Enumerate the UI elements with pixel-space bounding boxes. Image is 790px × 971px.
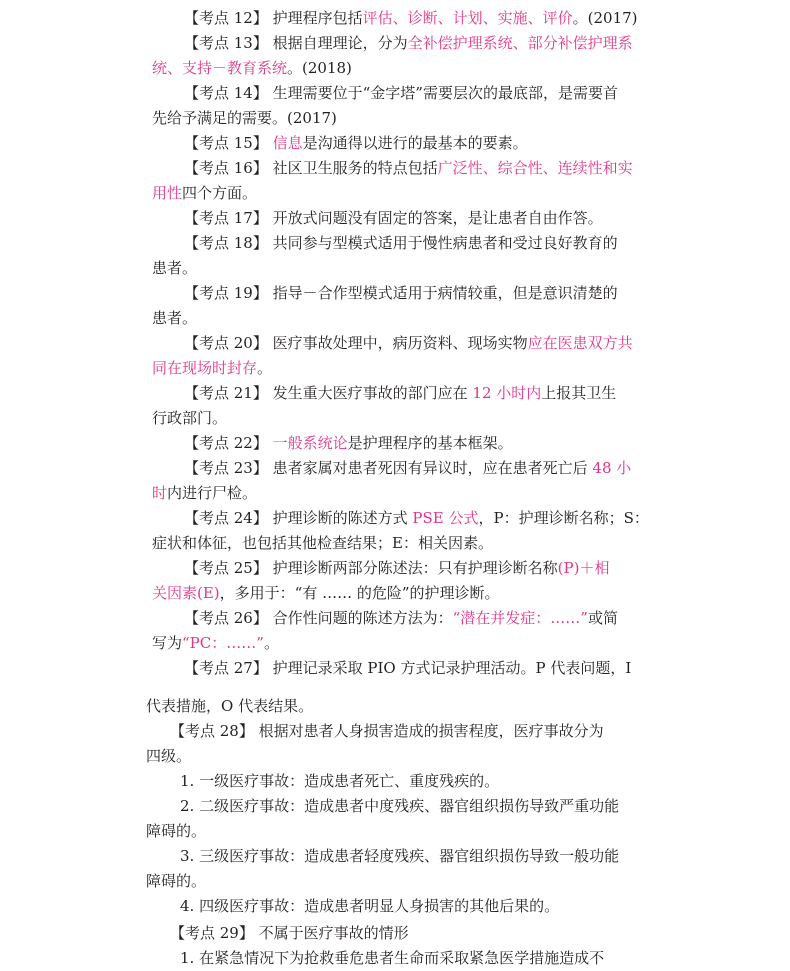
text-segment: 【考点 24】 护理诊断的陈述方式 xyxy=(184,509,413,527)
kaodian-24-paragraph xyxy=(0,506,649,556)
text-segment: 【考点 21】 发生重大医疗事故的部门应在 xyxy=(184,384,473,402)
text-line xyxy=(184,281,618,306)
text-line xyxy=(152,306,618,331)
text-line xyxy=(184,556,609,581)
highlighted-text: 关因素(E) xyxy=(152,584,220,602)
text-line xyxy=(184,656,631,681)
kaodian-25-paragraph xyxy=(0,556,609,606)
text-segment: 代表措施，O 代表结果。 xyxy=(146,697,314,715)
text-segment: 【考点 28】 根据对患者人身损害造成的损害程度，医疗事故分为 xyxy=(170,722,604,740)
text-segment: 上报其卫生 xyxy=(541,384,617,402)
text-segment: 【考点 18】 共同参与型模式适用于慢性病患者和受过良好教育的 xyxy=(184,234,618,252)
text-line xyxy=(152,406,616,431)
text-segment: 。(2017) xyxy=(572,9,638,27)
highlighted-text: 用性 xyxy=(152,184,183,202)
kaodian-12-paragraph xyxy=(0,6,638,31)
text-segment: 先给予满足的需要。(2017) xyxy=(152,109,337,127)
text-segment: ，多用于：“有 …… 的危险”的护理诊断。 xyxy=(219,584,500,602)
text-segment: 障碍的。 xyxy=(146,872,207,890)
text-segment: 2. 二级医疗事故：造成患者中度残疾、器官组织损伤导致严重功能 xyxy=(180,797,620,815)
text-line xyxy=(180,894,559,919)
kaodian-14-paragraph xyxy=(0,81,618,131)
text-line xyxy=(170,719,604,744)
highlighted-text: 应在医患双方共 xyxy=(527,334,633,352)
kaodian-26-paragraph xyxy=(0,606,618,656)
text-line xyxy=(152,356,633,381)
kaodian-28-2-paragraph xyxy=(0,794,619,844)
kaodian-27-paragraph xyxy=(0,656,631,681)
text-line xyxy=(180,844,619,869)
text-segment: 4. 四级医疗事故：造成患者明显人身损害的其他后果的。 xyxy=(180,897,560,915)
highlighted-text: 一般系统论 xyxy=(272,434,348,452)
text-segment: 【考点 14】 生理需要位于“金字塔”需要层次的最底部，是需要首 xyxy=(184,84,618,102)
highlighted-text: (P)＋相 xyxy=(557,559,610,577)
kaodian-29-paragraph xyxy=(0,921,409,946)
text-segment: 1. 在紧急情况下为抢救垂危患者生命而采取紧急医学措施造成不 xyxy=(180,949,605,967)
text-line xyxy=(184,156,633,181)
highlighted-text: 广泛性、综合性、连续性和实 xyxy=(437,159,633,177)
text-line xyxy=(152,56,633,81)
text-line xyxy=(184,231,618,256)
kaodian-28-3-paragraph xyxy=(0,844,619,894)
highlighted-text: 评估、诊断、计划、实施、评价 xyxy=(362,9,573,27)
kaodian-20-paragraph xyxy=(0,331,633,381)
text-line xyxy=(184,131,528,156)
highlighted-text: 全补偿护理系统、部分补偿护理系 xyxy=(407,34,633,52)
kaodian-27-cont-paragraph xyxy=(0,694,313,719)
text-segment: 【考点 12】 护理程序包括 xyxy=(184,9,363,27)
text-segment: 【考点 15】 xyxy=(184,134,273,152)
highlighted-text: 信息 xyxy=(272,134,303,152)
text-segment: ，P：护理诊断名称；S： xyxy=(478,509,649,527)
text-segment: 四个方面。 xyxy=(182,184,258,202)
text-segment: 【考点 17】 开放式问题没有固定的答案，是让患者自由作答。 xyxy=(184,209,603,227)
text-segment: 【考点 25】 护理诊断两部分陈述法：只有护理诊断名称 xyxy=(184,559,558,577)
text-line xyxy=(146,869,619,894)
kaodian-28-paragraph xyxy=(0,719,604,769)
text-line xyxy=(184,331,633,356)
kaodian-22-paragraph xyxy=(0,431,513,456)
text-line xyxy=(152,531,649,556)
text-segment: 3. 三级医疗事故：造成患者轻度残疾、器官组织损伤导致一般功能 xyxy=(180,847,620,865)
text-line xyxy=(184,206,603,231)
highlighted-text: “PC：……” xyxy=(182,634,264,652)
highlighted-text: 同在现场时封存 xyxy=(152,359,258,377)
text-segment: 1. 一级医疗事故：造成患者死亡、重度残疾的。 xyxy=(180,772,500,790)
text-segment: 【考点 20】 医疗事故处理中，病历资料、现场实物 xyxy=(184,334,528,352)
text-line xyxy=(184,31,633,56)
text-segment: 行政部门。 xyxy=(152,409,228,427)
text-line xyxy=(146,744,604,769)
kaodian-19-paragraph xyxy=(0,281,618,331)
kaodian-13-paragraph xyxy=(0,31,633,81)
text-segment: 【考点 19】 指导－合作型模式适用于病情较重，但是意识清楚的 xyxy=(184,284,618,302)
text-line xyxy=(152,256,618,281)
highlighted-text: “潜在并发症：……” xyxy=(452,609,588,627)
text-line xyxy=(152,181,633,206)
kaodian-16-paragraph xyxy=(0,156,633,206)
text-segment: 是沟通得以进行的最基本的要素。 xyxy=(302,134,528,152)
text-line xyxy=(184,6,638,31)
text-segment: 患者。 xyxy=(152,309,198,327)
text-segment: 四级。 xyxy=(146,747,192,765)
kaodian-18-paragraph xyxy=(0,231,618,281)
text-line xyxy=(184,381,616,406)
text-line xyxy=(146,694,313,719)
text-line xyxy=(184,431,513,456)
text-segment: 患者。 xyxy=(152,259,198,277)
kaodian-21-paragraph xyxy=(0,381,616,431)
text-segment: 【考点 29】 不属于医疗事故的情形 xyxy=(170,924,409,942)
text-segment: 【考点 27】 护理记录采取 PIO 方式记录护理活动。P 代表问题，I xyxy=(184,659,632,677)
text-line xyxy=(184,506,649,531)
text-segment: 。(2018) xyxy=(287,59,352,77)
kaodian-28-4-paragraph xyxy=(0,894,559,919)
kaodian-17-paragraph xyxy=(0,206,603,231)
text-line xyxy=(152,631,618,656)
text-line xyxy=(184,81,618,106)
highlighted-text: 12 小时内 xyxy=(472,384,542,402)
text-segment: 写为 xyxy=(152,634,183,652)
text-segment: 症状和体征，也包括其他检查结果；E：相关因素。 xyxy=(152,534,493,552)
highlighted-text: 48 小 xyxy=(592,459,632,477)
text-segment: 。 xyxy=(257,359,273,377)
text-segment: 是护理程序的基本框架。 xyxy=(347,434,513,452)
text-segment: 【考点 23】 患者家属对患者死因有异议时，应在患者死亡后 xyxy=(184,459,593,477)
text-line xyxy=(180,794,619,819)
text-line xyxy=(170,921,409,946)
highlighted-text: PSE 公式 xyxy=(412,509,479,527)
text-segment: 【考点 16】 社区卫生服务的特点包括 xyxy=(184,159,438,177)
text-segment: 障碍的。 xyxy=(146,822,207,840)
text-line xyxy=(184,456,631,481)
highlighted-text: 时 xyxy=(152,484,168,502)
text-line xyxy=(180,769,499,794)
kaodian-23-paragraph xyxy=(0,456,631,506)
text-line xyxy=(152,481,631,506)
text-segment: 或简 xyxy=(587,609,618,627)
kaodian-15-paragraph xyxy=(0,131,528,156)
highlighted-text: 统、支持－教育系统 xyxy=(152,59,288,77)
text-segment: 【考点 26】 合作性问题的陈述方法为： xyxy=(184,609,453,627)
text-line xyxy=(180,946,604,971)
text-segment: 【考点 22】 xyxy=(184,434,273,452)
text-segment: 内进行尸检。 xyxy=(167,484,258,502)
text-line xyxy=(184,606,618,631)
text-segment: 【考点 13】 根据自理理论，分为 xyxy=(184,34,408,52)
text-line xyxy=(152,581,609,606)
kaodian-28-1-paragraph xyxy=(0,769,499,794)
kaodian-29-1-paragraph xyxy=(0,946,604,971)
text-line xyxy=(146,819,619,844)
text-segment: 。 xyxy=(263,634,279,652)
text-line xyxy=(152,106,618,131)
